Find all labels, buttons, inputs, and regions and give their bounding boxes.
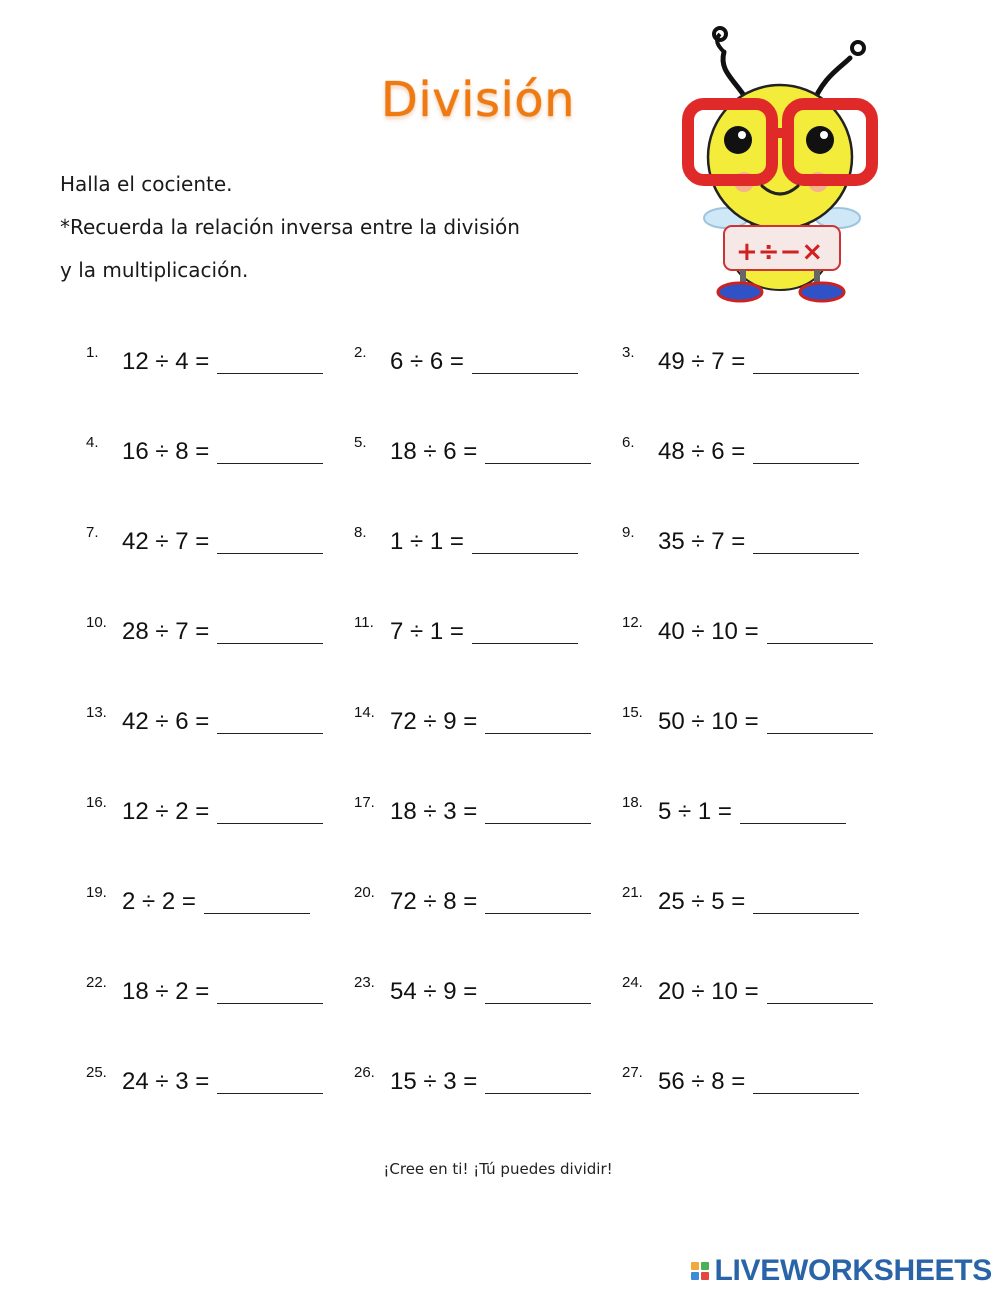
problem-number: 26. <box>354 1064 375 1081</box>
problem-expression: 7 ÷ 1 = <box>390 618 464 645</box>
answer-blank[interactable] <box>485 801 591 824</box>
problem-number: 20. <box>354 884 375 901</box>
problem-number: 2. <box>354 344 367 361</box>
problem-grid <box>86 340 886 1096</box>
problem-item <box>622 970 886 1006</box>
problem-item <box>622 790 886 826</box>
answer-blank[interactable] <box>204 891 310 914</box>
answer-blank[interactable] <box>753 531 859 554</box>
problem-expression: 28 ÷ 7 = <box>122 618 210 645</box>
svg-text:+÷−×: +÷−× <box>736 237 824 267</box>
problem-expression: 6 ÷ 6 = <box>390 348 464 375</box>
problem-number: 23. <box>354 974 375 991</box>
problem-number: 15. <box>622 704 643 721</box>
footer-message: ¡Cree en ti! ¡Tú puedes dividir! <box>383 1160 613 1178</box>
answer-blank[interactable] <box>217 531 323 554</box>
problem-expression: 18 ÷ 2 = <box>122 978 210 1005</box>
problem-expression: 24 ÷ 3 = <box>122 1068 210 1095</box>
problem-item <box>354 700 622 736</box>
problem-number: 4. <box>86 434 99 451</box>
bee-with-glasses-icon <box>680 22 880 308</box>
answer-blank[interactable] <box>740 801 846 824</box>
answer-blank[interactable] <box>767 981 873 1004</box>
answer-blank[interactable] <box>217 441 323 464</box>
problem-number: 22. <box>86 974 107 991</box>
instruction-line-2: *Recuerda la relación inversa entre la división <box>60 215 520 239</box>
problem-number: 3. <box>622 344 635 361</box>
problem-expression: 25 ÷ 5 = <box>658 888 746 915</box>
answer-blank[interactable] <box>767 711 873 734</box>
answer-blank[interactable] <box>767 621 873 644</box>
problem-expression: 20 ÷ 10 = <box>658 978 759 1005</box>
problem-expression: 42 ÷ 6 = <box>122 708 210 735</box>
problem-item <box>86 520 354 556</box>
answer-blank[interactable] <box>485 1071 591 1094</box>
problem-item <box>86 1060 354 1096</box>
problem-expression: 35 ÷ 7 = <box>658 528 746 555</box>
problem-item <box>354 610 622 646</box>
problem-item <box>622 700 886 736</box>
answer-blank[interactable] <box>753 1071 859 1094</box>
instruction-line-1: Halla el cociente. <box>60 172 233 196</box>
problem-number: 27. <box>622 1064 643 1081</box>
problem-number: 7. <box>86 524 99 541</box>
problem-item <box>354 970 622 1006</box>
problem-item <box>86 700 354 736</box>
answer-blank[interactable] <box>485 711 591 734</box>
problem-number: 10. <box>86 614 107 631</box>
answer-blank[interactable] <box>753 441 859 464</box>
problem-number: 25. <box>86 1064 107 1081</box>
problem-number: 14. <box>354 704 375 721</box>
problem-number: 21. <box>622 884 643 901</box>
problem-number: 13. <box>86 704 107 721</box>
problem-item <box>354 340 622 376</box>
problem-number: 9. <box>622 524 635 541</box>
problem-item <box>622 880 886 916</box>
problem-number: 18. <box>622 794 643 811</box>
problem-number: 6. <box>622 434 635 451</box>
problem-number: 5. <box>354 434 367 451</box>
problem-item <box>86 880 354 916</box>
problem-expression: 16 ÷ 8 = <box>122 438 210 465</box>
problem-item <box>86 430 354 466</box>
problem-expression: 1 ÷ 1 = <box>390 528 464 555</box>
problem-number: 12. <box>622 614 643 631</box>
page-title: División <box>380 72 576 128</box>
problem-item <box>622 1060 886 1096</box>
answer-blank[interactable] <box>753 351 859 374</box>
problem-number: 16. <box>86 794 107 811</box>
problem-number: 17. <box>354 794 375 811</box>
problem-expression: 48 ÷ 6 = <box>658 438 746 465</box>
liveworksheets-logo-icon <box>691 1262 709 1280</box>
problem-number: 24. <box>622 974 643 991</box>
problem-number: 19. <box>86 884 107 901</box>
problem-item <box>354 430 622 466</box>
brand-name: LIVEWORKSHEETS <box>714 1254 992 1287</box>
problem-item <box>622 340 886 376</box>
problem-expression: 42 ÷ 7 = <box>122 528 210 555</box>
problem-item <box>622 610 886 646</box>
answer-blank[interactable] <box>217 1071 323 1094</box>
problem-item <box>86 610 354 646</box>
problem-expression: 5 ÷ 1 = <box>658 798 732 825</box>
problem-expression: 56 ÷ 8 = <box>658 1068 746 1095</box>
problem-item <box>86 340 354 376</box>
answer-blank[interactable] <box>485 981 591 1004</box>
problem-item <box>86 790 354 826</box>
problem-number: 8. <box>354 524 367 541</box>
answer-blank[interactable] <box>472 531 578 554</box>
answer-blank[interactable] <box>217 981 323 1004</box>
answer-blank[interactable] <box>217 711 323 734</box>
answer-blank[interactable] <box>485 441 591 464</box>
problem-number: 11. <box>354 614 374 631</box>
problem-item <box>354 880 622 916</box>
problem-expression: 2 ÷ 2 = <box>122 888 196 915</box>
problem-expression: 72 ÷ 9 = <box>390 708 478 735</box>
problem-expression: 12 ÷ 4 = <box>122 348 210 375</box>
problem-expression: 18 ÷ 3 = <box>390 798 478 825</box>
answer-blank[interactable] <box>753 891 859 914</box>
problem-item <box>86 970 354 1006</box>
problem-number: 1. <box>86 344 99 361</box>
answer-blank[interactable] <box>485 891 591 914</box>
answer-blank[interactable] <box>472 621 578 644</box>
problem-expression: 50 ÷ 10 = <box>658 708 759 735</box>
problem-expression: 72 ÷ 8 = <box>390 888 478 915</box>
problem-expression: 54 ÷ 9 = <box>390 978 478 1005</box>
problem-expression: 40 ÷ 10 = <box>658 618 759 645</box>
problem-item <box>354 790 622 826</box>
problem-expression: 18 ÷ 6 = <box>390 438 478 465</box>
answer-blank[interactable] <box>472 351 578 374</box>
instruction-line-3: y la multiplicación. <box>60 258 249 282</box>
problem-item <box>622 520 886 556</box>
problem-item <box>622 430 886 466</box>
problem-expression: 12 ÷ 2 = <box>122 798 210 825</box>
problem-item <box>354 520 622 556</box>
answer-blank[interactable] <box>217 801 323 824</box>
answer-blank[interactable] <box>217 621 323 644</box>
problem-item <box>354 1060 622 1096</box>
problem-expression: 15 ÷ 3 = <box>390 1068 478 1095</box>
problem-expression: 49 ÷ 7 = <box>658 348 746 375</box>
brand-footer <box>691 1254 993 1288</box>
answer-blank[interactable] <box>217 351 323 374</box>
